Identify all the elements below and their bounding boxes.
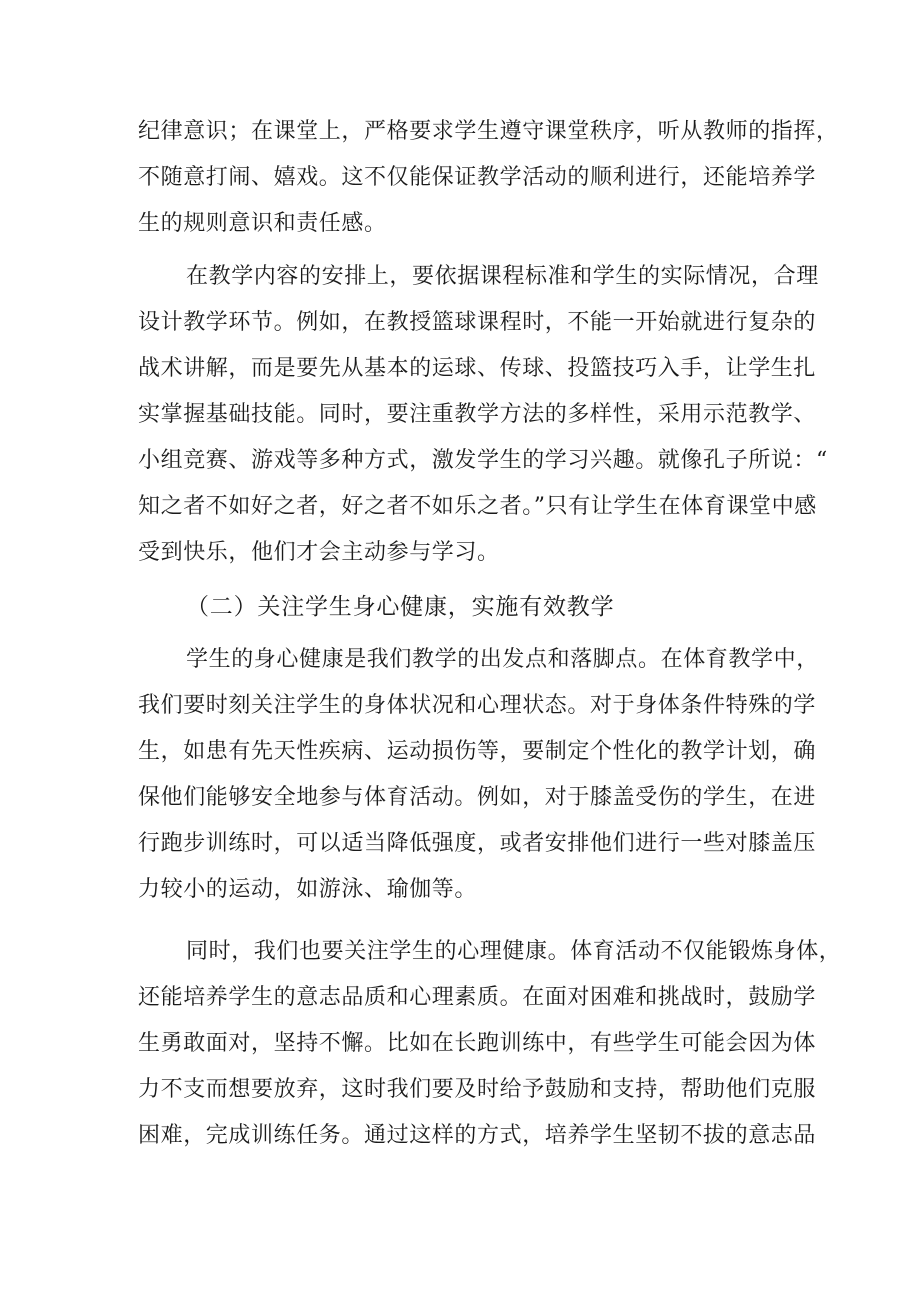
paragraph-line: 受到快乐，他们才会主动参与学习。 [138, 540, 500, 565]
paragraph-line: 学生的身心健康是我们教学的出发点和落脚点。在体育教学中， [186, 647, 819, 672]
paragraph-line: 保他们能够安全地参与体育活动。例如，对于膝盖受伤的学生，在进 [138, 785, 817, 810]
paragraph-line: 困难，完成训练任务。通过这样的方式，培养学生坚韧不拔的意志品 [138, 1123, 817, 1148]
section-heading: （二）关注学生身心健康，实施有效教学 [186, 594, 615, 620]
paragraph-line: 力不支而想要放弃，这时我们要及时给予鼓励和支持，帮助他们克服 [138, 1077, 817, 1102]
paragraph-line: 我们要时刻关注学生的身体状况和心理状态。对于身体条件特殊的学 [138, 693, 817, 718]
paragraph-line: 生的规则意识和责任感。 [138, 211, 387, 236]
paragraph-line: 纪律意识；在课堂上，严格要求学生遵守课堂秩序，听从教师的指挥， [138, 119, 839, 144]
paragraph-line: 生，如患有先天性疾病、运动损伤等，要制定个性化的教学计划，确 [138, 739, 817, 764]
paragraph-line: 还能培养学生的意志品质和心理素质。在面对困难和挑战时，鼓励学 [138, 985, 817, 1010]
paragraph-line: 力较小的运动，如游泳、瑜伽等。 [138, 877, 478, 902]
paragraph-line: 在教学内容的安排上，要依据课程标准和学生的实际情况，合理 [186, 264, 819, 289]
paragraph-line: 生勇敢面对，坚持不懈。比如在长跑训练中，有些学生可能会因为体 [138, 1031, 817, 1056]
paragraph-line: 不随意打闹、嬉戏。这不仅能保证教学活动的顺利进行，还能培养学 [138, 165, 817, 190]
paragraph-line: 同时，我们也要关注学生的心理健康。体育活动不仅能锻炼身体， [186, 939, 842, 964]
paragraph-line: 知之者不如好之者，好之者不如乐之者。”只有让学生在体育课堂中感 [138, 494, 817, 519]
paragraph-line: 实掌握基础技能。同时，要注重教学方法的多样性，采用示范教学、 [138, 402, 817, 427]
paragraph-line: 行跑步训练时，可以适当降低强度，或者安排他们进行一些对膝盖压 [138, 831, 817, 856]
paragraph-line: 小组竞赛、游戏等多种方式，激发学生的学习兴趣。就像孔子所说：“ [138, 448, 828, 473]
paragraph-line: 设计教学环节。例如，在教授篮球课程时，不能一开始就进行复杂的 [138, 310, 817, 335]
paragraph-line: 战术讲解，而是要先从基本的运球、传球、投篮技巧入手，让学生扎 [138, 356, 817, 381]
